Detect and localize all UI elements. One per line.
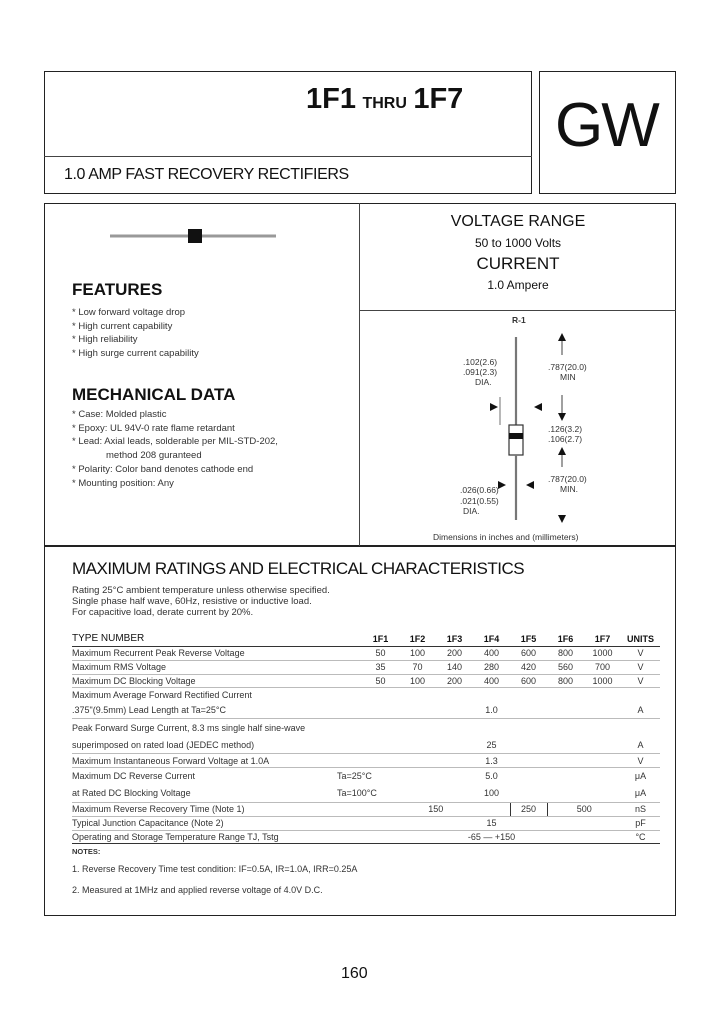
ratings-heading: MAXIMUM RATINGS AND ELECTRICAL CHARACTERISTICS xyxy=(72,559,525,578)
value-cell: 100 xyxy=(362,785,621,803)
col-header: 1F6 xyxy=(547,631,584,647)
value-cell: 400 xyxy=(473,674,510,688)
mechanical-heading: MECHANICAL DATA xyxy=(72,385,236,404)
mechanical-item: * Lead: Axial leads, solderable per MIL-STD-202, xyxy=(72,436,278,448)
value-cell: 100 xyxy=(399,647,436,661)
table-header-row xyxy=(72,631,660,647)
table-row xyxy=(72,816,660,830)
value-cell: 1000 xyxy=(584,674,621,688)
package-label: R-1 xyxy=(512,315,526,325)
value-cell: 1000 xyxy=(584,647,621,661)
condition-line: For capacitive load, derate current by 20%. xyxy=(72,607,254,618)
table-row xyxy=(72,785,660,803)
features-heading: FEATURES xyxy=(72,280,163,299)
dim-lead-diameter-2: .021(0.55) xyxy=(460,496,499,506)
value-cell: 5.0 xyxy=(485,771,498,782)
value-cell: 500 xyxy=(547,802,621,816)
ratings-conditions xyxy=(72,585,330,618)
value-cell: 50 xyxy=(362,674,399,688)
table-row xyxy=(72,660,660,674)
col-header: 1F2 xyxy=(399,631,436,647)
voltage-range-value: 50 to 1000 Volts xyxy=(474,236,562,250)
value-cell: 560 xyxy=(547,660,584,674)
param-cell: .375"(9.5mm) Lead Length at Ta=25°C xyxy=(72,701,362,719)
value-cell: 200 xyxy=(436,647,473,661)
diode-symbol xyxy=(108,228,278,244)
range-divider xyxy=(359,310,676,311)
value-cell: 800 xyxy=(547,674,584,688)
table-row xyxy=(72,736,660,754)
dim-body-diameter-1: .102(2.6) xyxy=(463,357,498,367)
param-cell xyxy=(72,767,372,785)
table-row xyxy=(72,802,660,816)
unit-cell: nS xyxy=(621,802,660,816)
dim-lead-diameter-1: .026(0.66) xyxy=(460,485,499,495)
table-row xyxy=(72,674,660,688)
condition-line: Rating 25°C ambient temperature unless otherwise specified. xyxy=(72,585,330,596)
dim-body-length-2: .106(2.7) xyxy=(548,434,583,444)
value-cell: 600 xyxy=(510,647,547,661)
current-value: 1.0 Ampere xyxy=(487,278,549,292)
value-cell: 200 xyxy=(436,674,473,688)
table-row xyxy=(72,767,660,785)
title-thru: THRU xyxy=(362,95,407,112)
title-divider xyxy=(44,156,532,157)
page-subtitle: 1.0 AMP FAST RECOVERY RECTIFIERS xyxy=(64,166,349,183)
unit-cell: pF xyxy=(621,816,660,830)
value-cell: 1.3 xyxy=(362,754,621,768)
note-2: 2. Measured at 1MHz and applied reverse voltage of 4.0V D.C. xyxy=(72,885,323,895)
feature-item: * Low forward voltage drop xyxy=(72,307,186,318)
gw-logo: GW xyxy=(555,91,658,160)
value-cell: 50 xyxy=(362,647,399,661)
note-1: 1. Reverse Recovery Time test condition: IF=0.5A, IR=1.0A, IRR=0.25A xyxy=(72,864,358,874)
unit-cell: V xyxy=(621,660,660,674)
param-cell: Maximum Average Forward Rectified Current xyxy=(72,689,252,700)
unit-cell: A xyxy=(621,701,660,719)
unit-cell: μA xyxy=(621,785,660,803)
param-cell: Maximum Reverse Recovery Time (Note 1) xyxy=(72,802,362,816)
dimension-note: Dimensions in inches and (millimeters) xyxy=(433,532,579,542)
ir-cond-2: Ta=100°C xyxy=(337,788,377,799)
col-header: 1F5 xyxy=(510,631,547,647)
mechanical-item: * Mounting position: Any xyxy=(72,477,174,489)
voltage-range-heading: VOLTAGE RANGE xyxy=(450,213,586,230)
dim-body-diameter-2: .091(2.3) xyxy=(463,367,498,377)
param-cell xyxy=(72,785,377,803)
dim-lead-diameter-label: DIA. xyxy=(463,506,480,516)
dim-body-diameter-label: DIA. xyxy=(475,377,492,387)
value-cell: 140 xyxy=(436,660,473,674)
ratings-table xyxy=(72,631,660,844)
param-cell: Maximum Recurrent Peak Reverse Voltage xyxy=(72,647,362,661)
value-cell: 700 xyxy=(584,660,621,674)
page-number: 160 xyxy=(341,965,368,982)
value-cell: 420 xyxy=(510,660,547,674)
title-part2: 1F7 xyxy=(413,83,464,115)
mechanical-item: * Case: Molded plastic xyxy=(72,409,167,420)
part-number-title xyxy=(306,83,463,116)
mechanical-list xyxy=(72,408,278,490)
table-row xyxy=(72,754,660,768)
unit-cell: V xyxy=(621,674,660,688)
value-cell: 600 xyxy=(510,674,547,688)
unit-cell: A xyxy=(621,736,660,754)
value-cell: 70 xyxy=(399,660,436,674)
param-cell: Peak Forward Surge Current, 8.3 ms single half sine-wave xyxy=(72,722,306,733)
feature-item: * High surge current capability xyxy=(72,348,199,360)
mechanical-item: * Epoxy: UL 94V-0 rate flame retardant xyxy=(72,422,235,434)
col-header: 1F1 xyxy=(362,631,399,647)
dim-lead-length-bottom-2: MIN. xyxy=(560,484,578,494)
param-cell: Maximum DC Blocking Voltage xyxy=(72,674,362,688)
ir-cond-1: Ta=25°C xyxy=(337,771,372,782)
param-cell: Typical Junction Capacitance (Note 2) xyxy=(72,816,362,830)
value-cell: 1.0 xyxy=(362,701,621,719)
value-cell: 15 xyxy=(362,816,621,830)
col-header: 1F4 xyxy=(473,631,510,647)
dim-body-length-1: .126(3.2) xyxy=(548,424,583,434)
table-row xyxy=(72,701,660,719)
value-cell: 400 xyxy=(473,647,510,661)
col-units: UNITS xyxy=(621,631,660,647)
value-cell: 35 xyxy=(362,660,399,674)
unit-cell: °C xyxy=(621,830,660,844)
feature-item: * High current capability xyxy=(72,320,173,332)
col-type-number: TYPE NUMBER xyxy=(72,631,362,647)
param-cell: Maximum RMS Voltage xyxy=(72,660,362,674)
col-header: 1F7 xyxy=(584,631,621,647)
dim-lead-length-bottom-1: .787(20.0) xyxy=(548,474,587,484)
notes-heading: NOTES: xyxy=(72,847,101,856)
value-cell: 280 xyxy=(473,660,510,674)
value-cell: 150 xyxy=(362,802,510,816)
value-cell: 25 xyxy=(362,736,621,754)
mechanical-item: method 208 guranteed xyxy=(106,450,202,462)
table-row xyxy=(72,688,660,701)
param-cell: superimposed on rated load (JEDEC method) xyxy=(72,736,362,754)
feature-item: * High reliability xyxy=(72,334,138,346)
dim-lead-length-top-1: .787(20.0) xyxy=(548,362,587,372)
unit-cell: V xyxy=(621,647,660,661)
param-cell: Maximum Instantaneous Forward Voltage at 1.0A xyxy=(72,754,362,768)
table-row xyxy=(72,647,660,661)
unit-cell: μA xyxy=(634,771,647,782)
current-heading: CURRENT xyxy=(476,254,560,273)
title-part1: 1F1 xyxy=(306,83,356,115)
table-row xyxy=(72,719,660,737)
param-cell: Operating and Storage Temperature Range TJ, Tstg xyxy=(72,830,362,844)
value-cell: 250 xyxy=(510,802,547,816)
table-row xyxy=(72,830,660,844)
mechanical-item: * Polarity: Color band denotes cathode end xyxy=(72,463,254,475)
value-cell: 100 xyxy=(399,674,436,688)
value-cell: 800 xyxy=(547,647,584,661)
value-cell: -65 — +150 xyxy=(362,830,621,844)
ir-param-1: Maximum DC Reverse Current xyxy=(72,771,196,782)
col-header: 1F3 xyxy=(436,631,473,647)
dim-lead-length-top-2: MIN xyxy=(560,372,576,382)
condition-line: Single phase half wave, 60Hz, resistive or inductive load. xyxy=(72,596,312,607)
ir-param-2: at Rated DC Blocking Voltage xyxy=(72,788,191,799)
features-list xyxy=(72,306,199,361)
unit-cell: V xyxy=(621,754,660,768)
